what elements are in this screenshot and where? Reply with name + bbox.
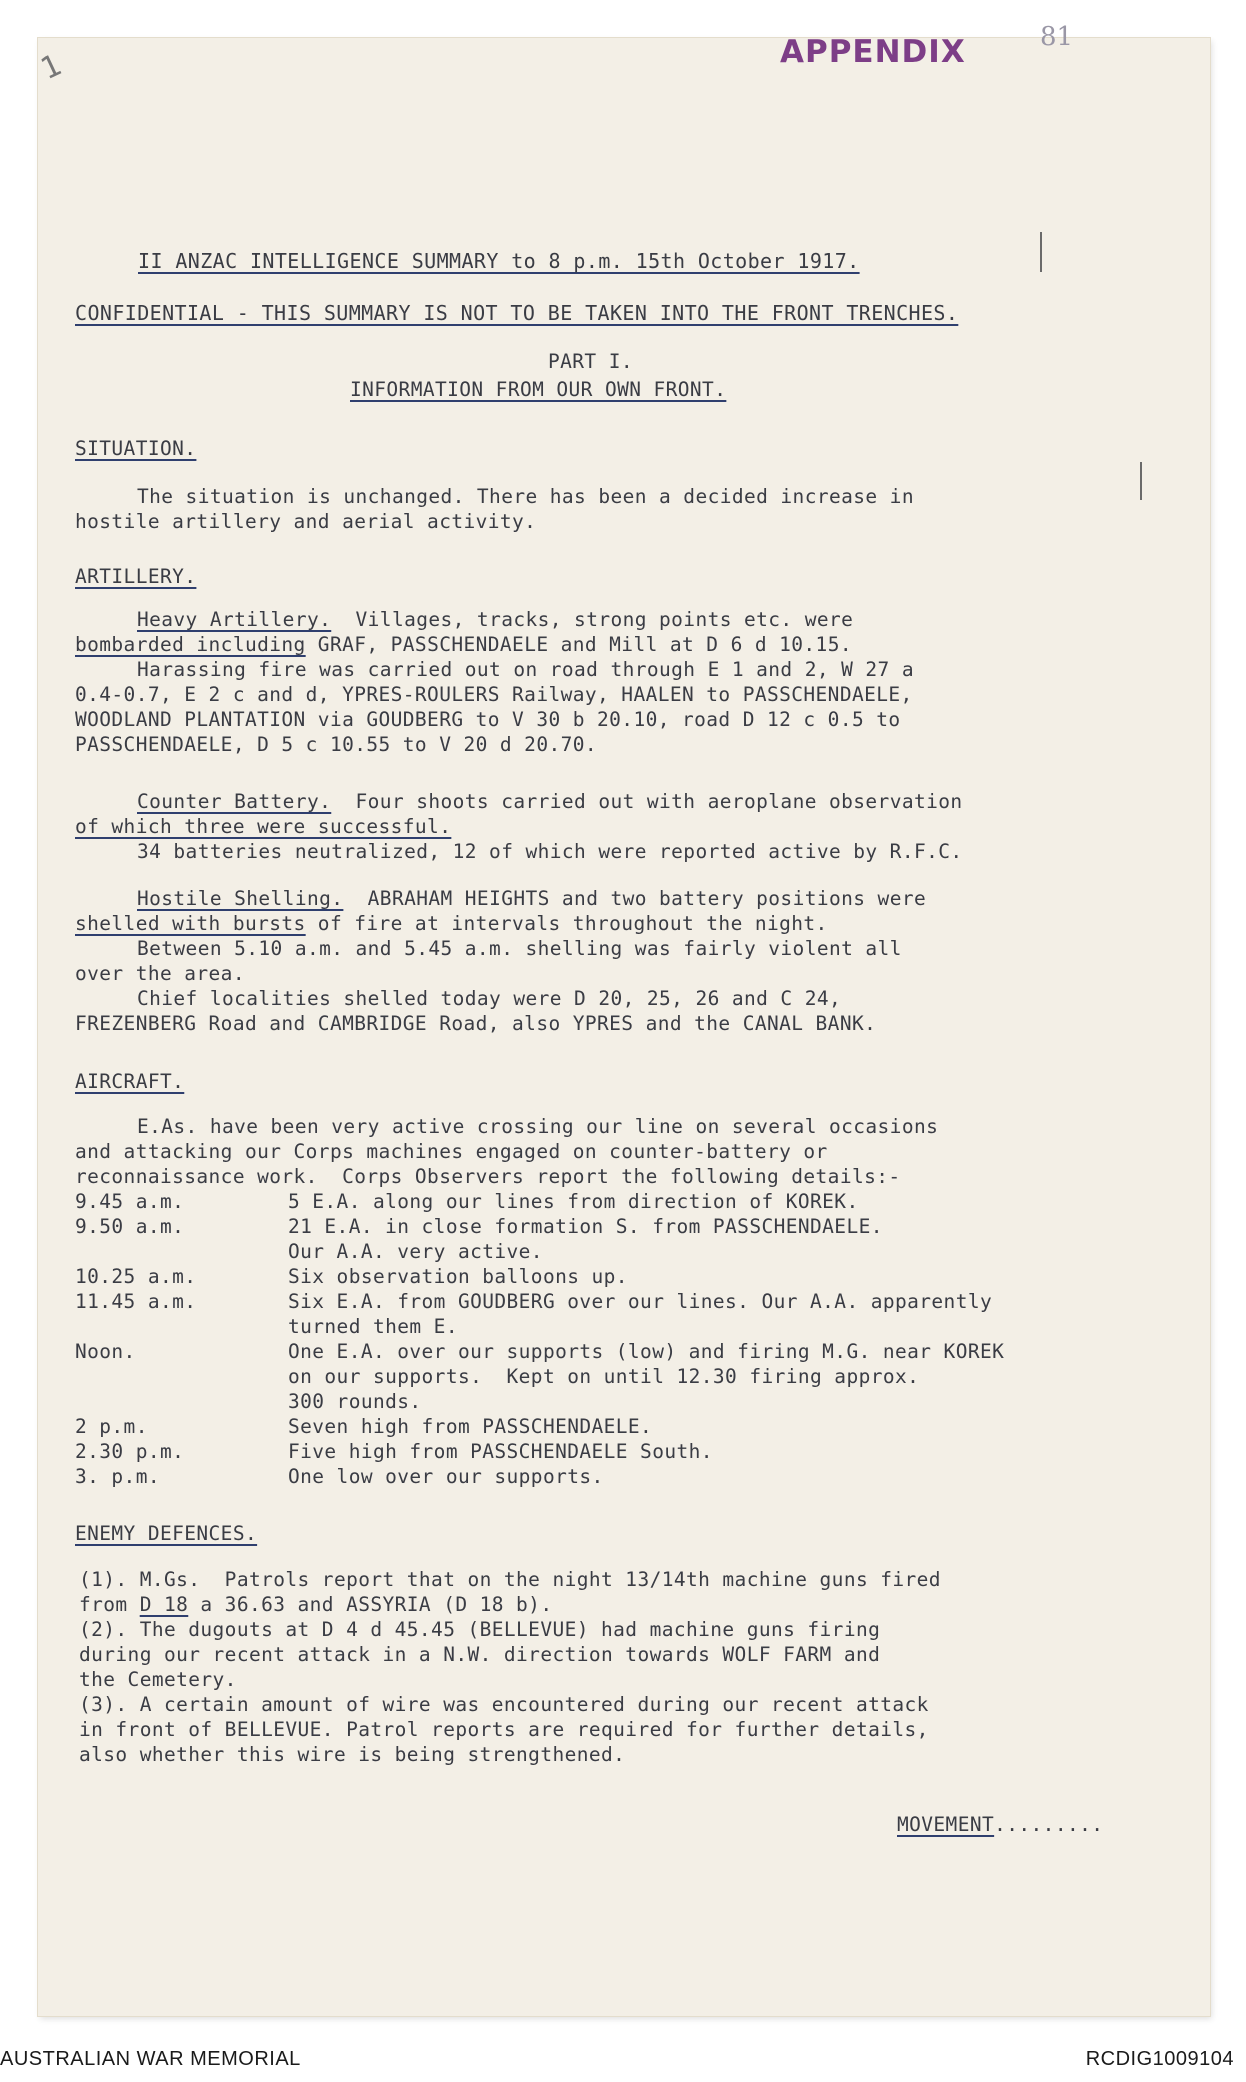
part-title: INFORMATION FROM OUR OWN FRONT.	[350, 378, 727, 401]
log-entry: Six E.A. from GOUDBERG over our lines. Our A.A. apparently	[288, 1290, 993, 1313]
heavy-artillery-underlined: bombarded including	[75, 633, 306, 656]
log-time: 2 p.m.	[75, 1415, 148, 1438]
log-time: Noon.	[75, 1340, 136, 1363]
defences-line: during our recent attack in a N.W. direction towards WOLF FARM and	[79, 1643, 881, 1666]
aircraft-intro-line: reconnaissance work. Corps Observers report the following details:-	[75, 1165, 901, 1188]
log-time: 9.45 a.m.	[75, 1190, 185, 1213]
harassing-fire-line: PASSCHENDAELE, D 5 c 10.55 to V 20 d 20.70.	[75, 733, 598, 756]
hostile-shelling-underlined: shelled with bursts	[75, 912, 306, 935]
appendix-stamp: APPENDIX	[780, 34, 966, 70]
defences-heading: ENEMY DEFENCES.	[75, 1522, 258, 1545]
defences-line: (1). M.Gs. Patrols report that on the night 13/14th machine guns fired	[79, 1568, 941, 1591]
log-entry: Five high from PASSCHENDAELE South.	[288, 1440, 713, 1463]
hostile-shelling-line: Between 5.10 a.m. and 5.45 a.m. shelling was fairly violent all	[137, 937, 902, 960]
counter-battery-line2: of which three were successful.	[75, 815, 452, 838]
harassing-fire-line: Harassing fire was carried out on road through E 1 and 2, W 27 a	[137, 658, 914, 681]
hostile-shelling-text: ABRAHAM HEIGHTS and two battery positions were	[367, 887, 927, 910]
defences-line: (2). The dugouts at D 4 d 45.45 (BELLEVUE) had machine guns firing	[79, 1618, 881, 1641]
log-entry: Six observation balloons up.	[288, 1265, 628, 1288]
continuation-marker	[897, 1813, 1103, 1836]
harassing-fire-line: WOODLAND PLANTATION via GOUDBERG to V 30 b 20.10, road D 12 c 0.5 to	[75, 708, 901, 731]
log-entry: 21 E.A. in close formation S. from PASSCHENDAELE.	[288, 1215, 883, 1238]
log-time: 10.25 a.m.	[75, 1265, 197, 1288]
defences-line: (3). A certain amount of wire was encountered during our recent attack	[79, 1693, 929, 1716]
hostile-shelling-line: FREZENBERG Road and CAMBRIDGE Road, also YPRES and the CANAL BANK.	[75, 1012, 877, 1035]
heavy-artillery-text: Villages, tracks, strong points etc. were	[355, 608, 854, 631]
log-entry: 300 rounds.	[288, 1390, 422, 1413]
part-number: PART I.	[548, 350, 633, 373]
defences-rest: a 36.63 and ASSYRIA (D 18 b).	[188, 1593, 553, 1616]
hostile-shelling-line: over the area.	[75, 962, 245, 985]
heavy-artillery-line1	[137, 608, 853, 631]
corner-mark: 1	[35, 47, 67, 88]
heavy-artillery-targets: GRAF, PASSCHENDAELE and Mill at D 6 d 10.15.	[305, 633, 852, 656]
defences-line: the Cemetery.	[79, 1668, 237, 1691]
defences-from: from	[79, 1593, 128, 1616]
situation-heading: SITUATION.	[75, 437, 197, 460]
continuation-word: MOVEMENT	[897, 1813, 995, 1836]
log-entry: One E.A. over our supports (low) and firing M.G. near KOREK	[288, 1340, 1005, 1363]
footer-archive: AUSTRALIAN WAR MEMORIAL	[0, 2048, 301, 2070]
log-entry: 5 E.A. along our lines from direction of KOREK.	[288, 1190, 859, 1213]
aircraft-intro-line: and attacking our Corps machines engaged on counter-battery or	[75, 1140, 828, 1163]
margin-mark	[1040, 232, 1042, 272]
footer-record-id: RCDIG1009104	[1085, 2048, 1234, 2070]
log-entry: Our A.A. very active.	[288, 1240, 543, 1263]
defences-line: in front of BELLEVUE. Patrol reports are required for further details,	[79, 1718, 929, 1741]
defences-line	[79, 1593, 552, 1616]
log-time: 11.45 a.m.	[75, 1290, 197, 1313]
counter-battery-line3: 34 batteries neutralized, 12 of which were reported active by R.F.C.	[137, 840, 963, 863]
confidential-notice: CONFIDENTIAL - THIS SUMMARY IS NOT TO BE TAKEN INTO THE FRONT TRENCHES.	[75, 301, 959, 325]
counter-battery-line1	[137, 790, 963, 813]
hostile-shelling-line: Chief localities shelled today were D 20, 25, 26 and C 24,	[137, 987, 842, 1010]
log-entry: Seven high from PASSCHENDAELE.	[288, 1415, 653, 1438]
summary-title: II ANZAC INTELLIGENCE SUMMARY to 8 p.m. 15th October 1917.	[138, 249, 860, 273]
log-time: 2.30 p.m.	[75, 1440, 185, 1463]
hostile-shelling-label: Hostile Shelling.	[137, 887, 344, 910]
heavy-artillery-line2	[75, 633, 852, 656]
heavy-artillery-label: Heavy Artillery.	[137, 608, 332, 631]
defences-line: also whether this wire is being strengthened.	[79, 1743, 626, 1766]
defences-grid-ref: D 18	[139, 1593, 189, 1616]
log-entry: turned them E.	[288, 1315, 458, 1338]
log-time: 3. p.m.	[75, 1465, 160, 1488]
log-entry: on our supports. Kept on until 12.30 firing approx.	[288, 1365, 920, 1388]
harassing-fire-line: 0.4-0.7, E 2 c and d, YPRES-ROULERS Railway, HAALEN to PASSCHENDAELE,	[75, 683, 913, 706]
situation-line: hostile artillery and aerial activity.	[75, 510, 537, 533]
hostile-shelling-rest: of fire at intervals throughout the night.	[305, 912, 828, 935]
counter-battery-label: Counter Battery.	[137, 790, 332, 813]
aircraft-heading: AIRCRAFT.	[75, 1070, 185, 1093]
artillery-heading: ARTILLERY.	[75, 565, 197, 588]
margin-mark	[1140, 462, 1142, 500]
folio-number: 81	[1040, 22, 1074, 52]
continuation-dots: .........	[994, 1813, 1104, 1836]
log-time: 9.50 a.m.	[75, 1215, 185, 1238]
log-entry: One low over our supports.	[288, 1465, 604, 1488]
counter-battery-text: Four shoots carried out with aeroplane observation	[355, 790, 963, 813]
situation-line: The situation is unchanged. There has been a decided increase in	[137, 485, 914, 508]
hostile-shelling-line2	[75, 912, 828, 935]
aircraft-intro-line: E.As. have been very active crossing our line on several occasions	[137, 1115, 939, 1138]
hostile-shelling-line1	[137, 887, 926, 910]
